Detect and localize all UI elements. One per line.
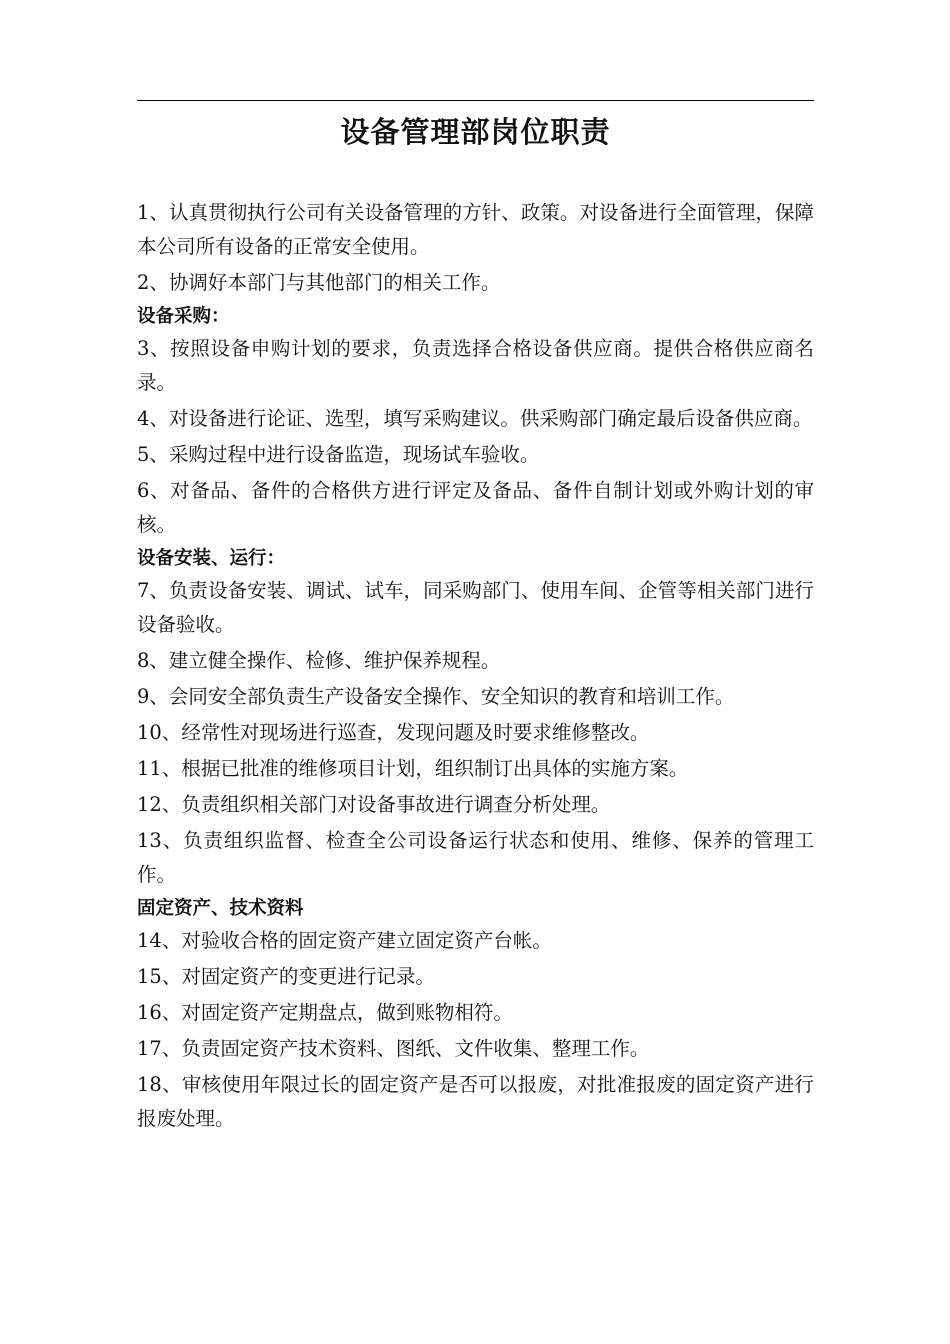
document-page [137, 100, 814, 1138]
duty-item-10: 10、经常性对现场进行巡查，发现问题及时要求维修整改。 [137, 721, 650, 744]
duty-item-15: 15、对固定资产的变更进行记录。 [137, 965, 435, 988]
duty-item-7: 7、负责设备安装、调试、试车，同采购部门、使用车间、企管等相关部门进行设备验收。 [137, 579, 814, 636]
duty-item-13: 13、负责组织监督、检查全公司设备运行状态和使用、维修、保养的管理工作。 [137, 829, 814, 886]
duty-item-16: 16、对固定资产定期盘点，做到账物相符。 [137, 1001, 513, 1024]
duty-item-2: 2、协调好本部门与其他部门的相关工作。 [137, 271, 501, 294]
duty-item-12: 12、负责组织相关部门对设备事故进行调查分析处理。 [137, 793, 611, 816]
duty-item-14: 14、对验收合格的固定资产建立固定资产台帐。 [137, 929, 552, 952]
section-heading-fixed-assets: 固定资产、技术资料 [137, 898, 304, 919]
duty-item-18: 18、审核使用年限过长的固定资产是否可以报废，对批准报废的固定资产进行报废处理。 [137, 1073, 814, 1130]
page-title: 设备管理部岗位职责 [340, 115, 611, 149]
duty-item-11: 11、根据已批准的维修项目计划，组织制订出具体的实施方案。 [137, 757, 689, 780]
document-body [137, 196, 814, 1136]
duty-item-17: 17、负责固定资产技术资料、图纸、文件收集、整理工作。 [137, 1037, 650, 1060]
section-heading-installation: 设备安装、运行： [137, 548, 286, 569]
duty-item-6: 6、对备品、备件的合格供方进行评定及备品、备件自制计划或外购计划的审核。 [137, 479, 814, 536]
header-rule [137, 100, 814, 101]
duty-item-1: 1、认真贯彻执行公司有关设备管理的方针、政策。对设备进行全面管理，保障本公司所有设备的正常安全使用。 [137, 201, 814, 258]
duty-item-8: 8、建立健全操作、检修、维护保养规程。 [137, 649, 501, 672]
duty-item-5: 5、采购过程中进行设备监造，现场试车验收。 [137, 443, 540, 466]
duty-item-9: 9、会同安全部负责生产设备安全操作、安全知识的教育和培训工作。 [137, 685, 735, 708]
duty-item-4: 4、对设备进行论证、选型，填写采购建议。供采购部门确定最后设备供应商。 [137, 407, 813, 430]
section-heading-procurement: 设备采购： [137, 306, 230, 327]
duty-item-3: 3、按照设备申购计划的要求，负责选择合格设备供应商。提供合格供应商名录。 [137, 337, 814, 394]
